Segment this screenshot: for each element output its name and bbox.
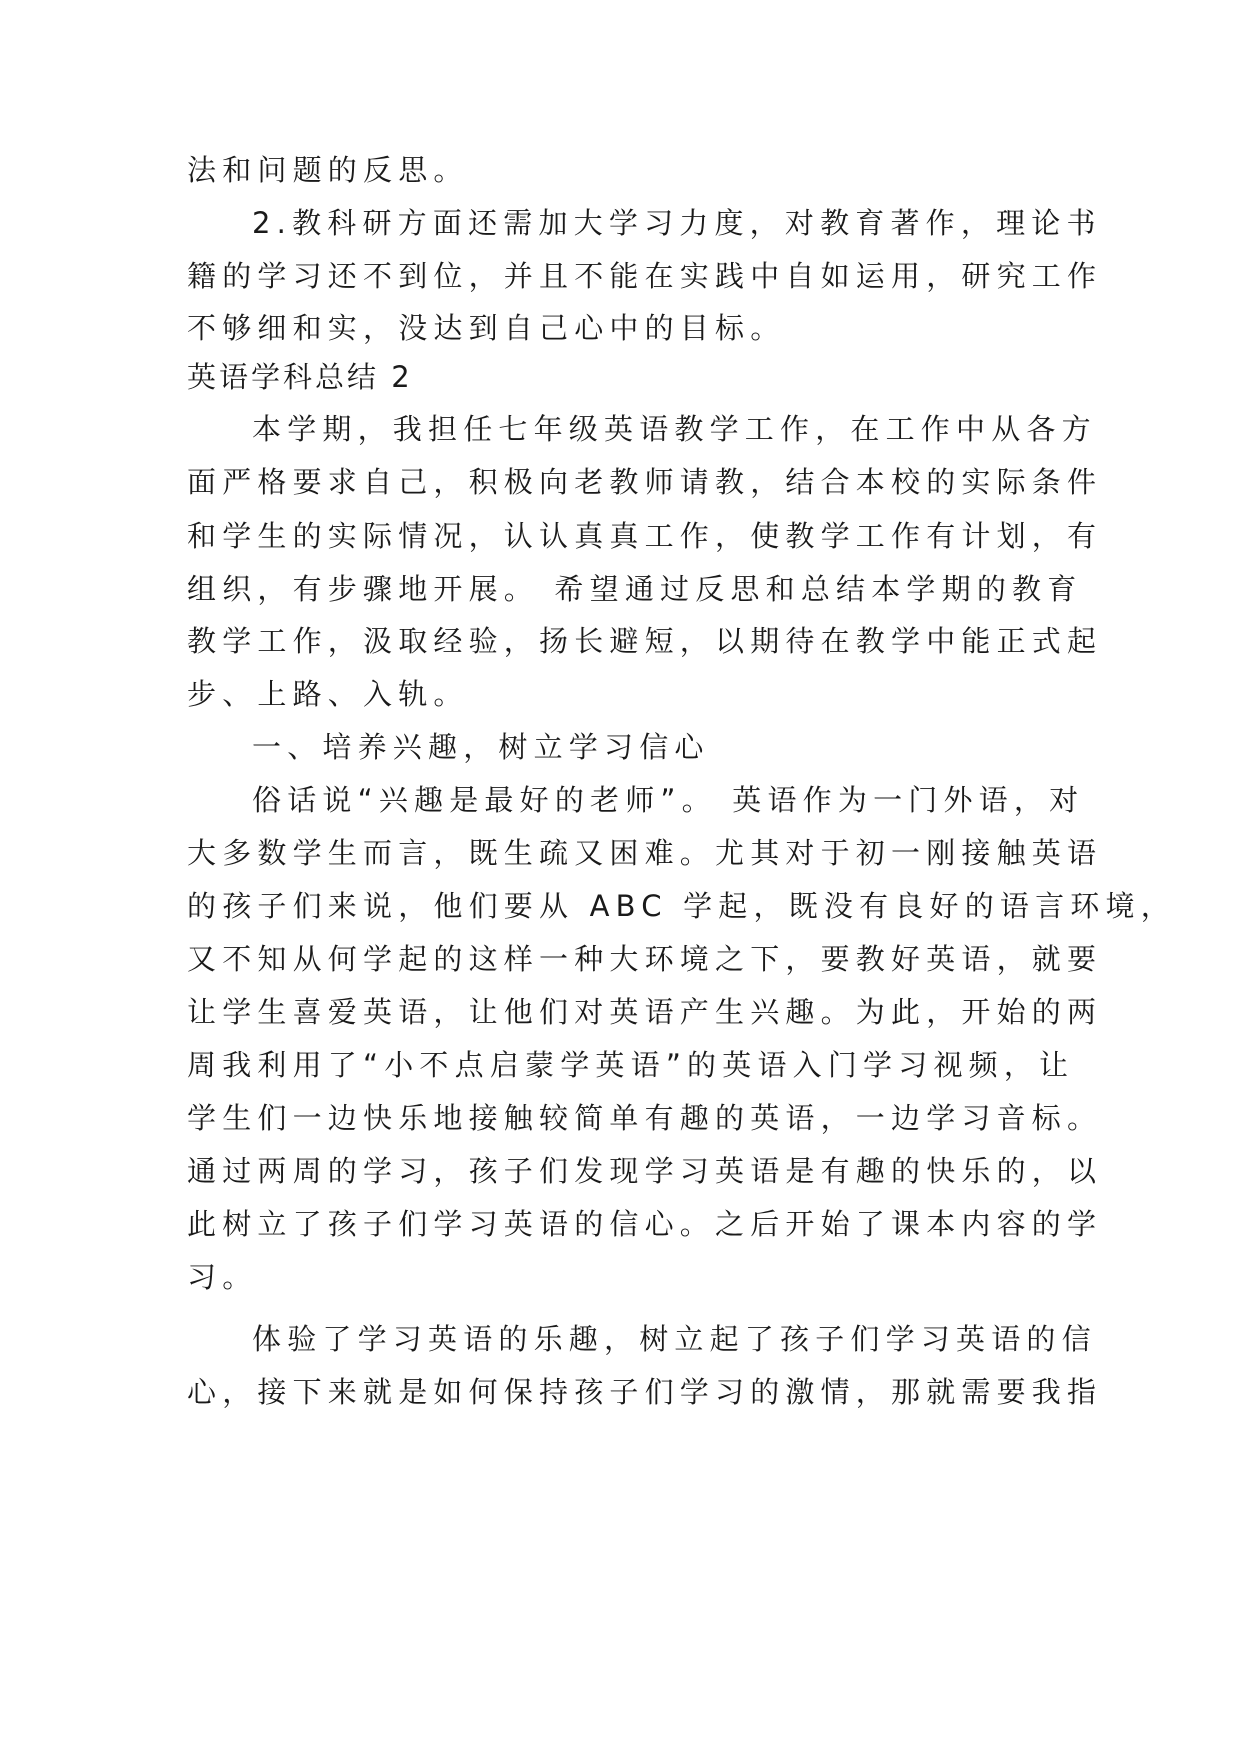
paragraph-line: 体验了学习英语的乐趣，树立起了孩子们学习英语的信 [252, 1322, 1097, 1356]
paragraph-line: 让学生喜爱英语，让他们对英语产生兴趣。为此，开始的两 [187, 995, 1103, 1029]
paragraph-line: 此树立了孩子们学习英语的信心。之后开始了课本内容的学 [187, 1207, 1103, 1241]
subsection-heading: 一、培养兴趣，树立学习信心 [252, 730, 710, 764]
paragraph-line: 俗话说“兴趣是最好的老师”。 英语作为一门外语，对 [252, 783, 1085, 817]
paragraph-line: 教学工作，汲取经验，扬长避短，以期待在教学中能正式起 [187, 624, 1103, 658]
paragraph-line: 周我利用了“小不点启蒙学英语”的英语入门学习视频，让 [187, 1048, 1075, 1082]
paragraph-line: 的孩子们来说，他们要从 ABC 学起，既没有良好的语言环境， [187, 889, 1176, 923]
paragraph-line: 通过两周的学习，孩子们发现学习英语是有趣的快乐的，以 [187, 1154, 1103, 1188]
paragraph-line: 不够细和实，没达到自己心中的目标。 [187, 311, 786, 345]
paragraph-line: 步、上路、入轨。 [187, 677, 469, 711]
paragraph-line: 2.教科研方面还需加大学习力度，对教育著作，理论书 [252, 206, 1102, 240]
paragraph-line: 面严格要求自己，积极向老教师请教，结合本校的实际条件 [187, 465, 1103, 499]
paragraph-line: 本学期，我担任七年级英语教学工作，在工作中从各方 [252, 412, 1097, 446]
paragraph-line: 法和问题的反思。 [187, 153, 469, 187]
paragraph-line: 学生们一边快乐地接触较简单有趣的英语，一边学习音标。 [187, 1101, 1103, 1135]
paragraph-line: 心，接下来就是如何保持孩子们学习的激情，那就需要我指 [187, 1375, 1103, 1409]
paragraph-line: 大多数学生而言，既生疏又困难。尤其对于初一刚接触英语 [187, 836, 1103, 870]
paragraph-line: 组织，有步骤地开展。 希望通过反思和总结本学期的教育 [187, 572, 1083, 606]
paragraph-line: 籍的学习还不到位，并且不能在实践中自如运用，研究工作 [187, 259, 1103, 293]
section-title: 英语学科总结 2 [187, 360, 413, 394]
paragraph-line: 习。 [187, 1260, 258, 1294]
paragraph-line: 和学生的实际情况，认认真真工作，使教学工作有计划，有 [187, 519, 1103, 553]
paragraph-line: 又不知从何学起的这样一种大环境之下，要教好英语，就要 [187, 942, 1103, 976]
